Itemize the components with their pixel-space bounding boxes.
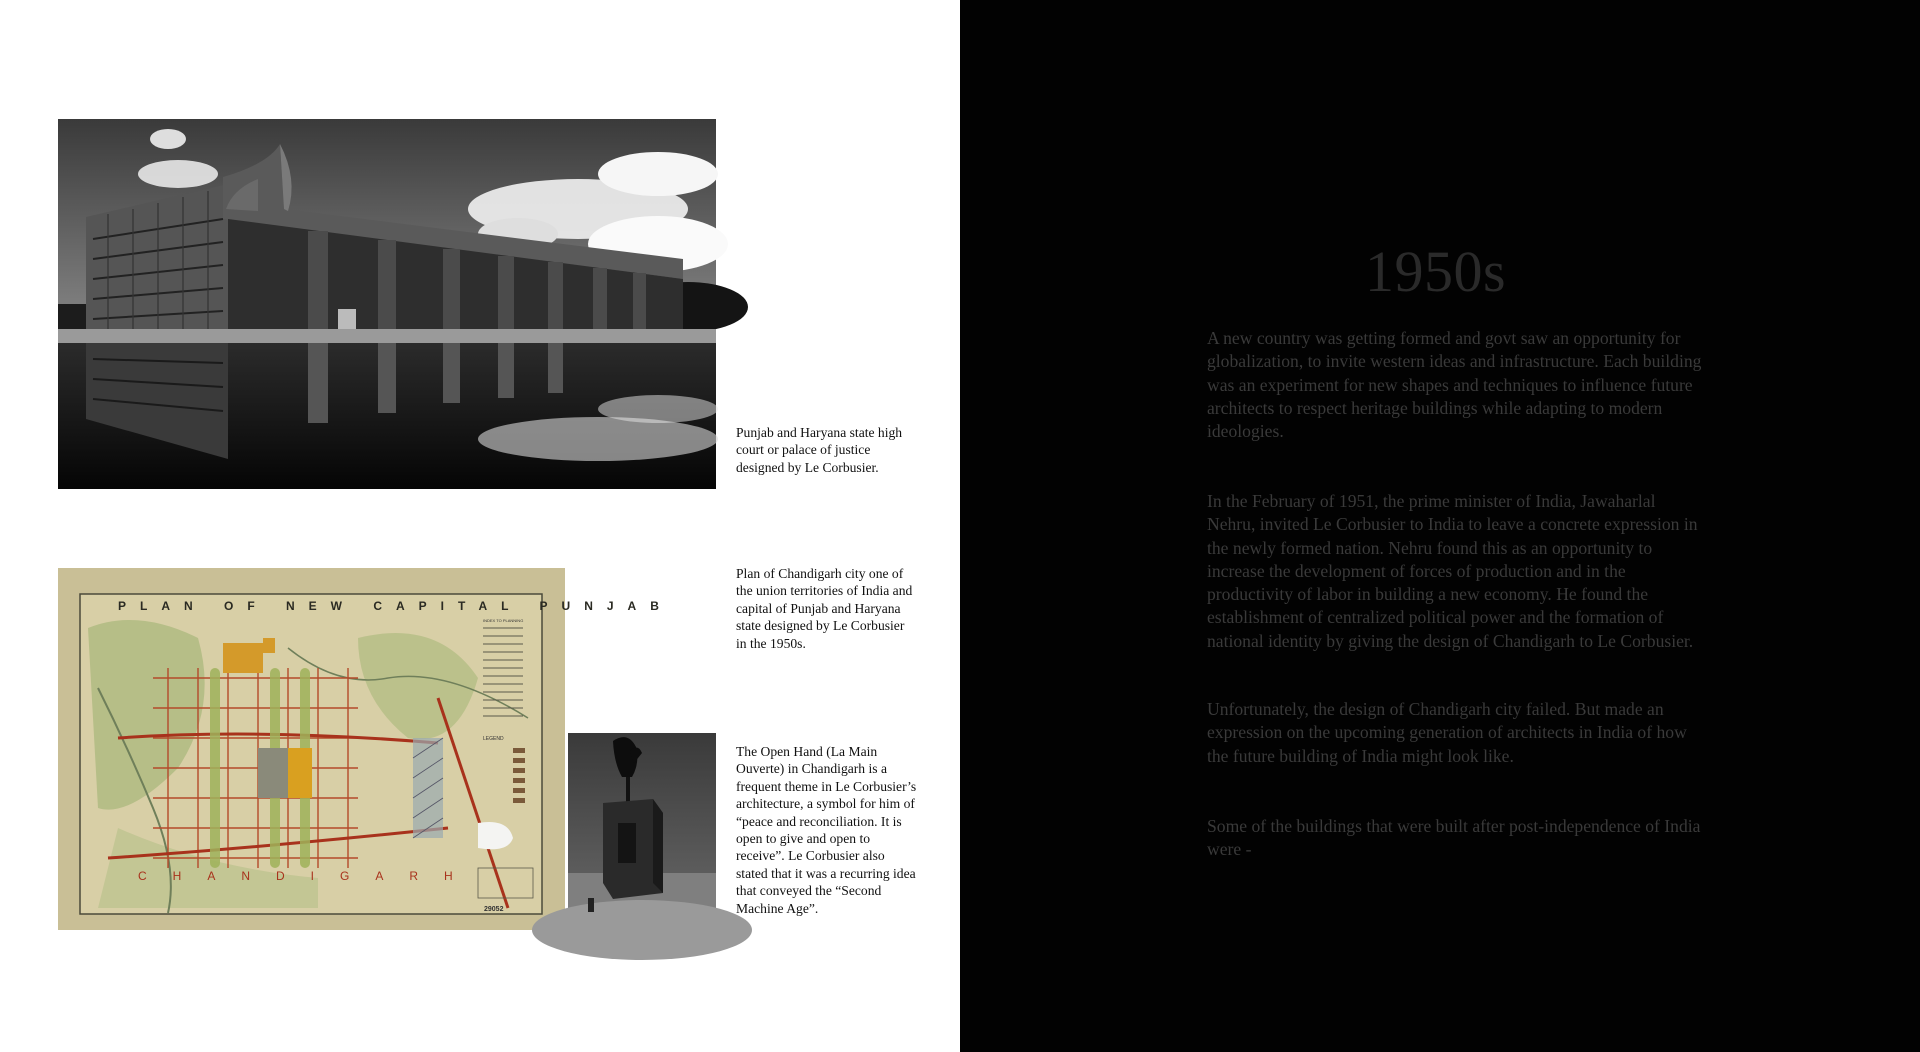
paragraph-text: In the February of 1951, the prime minister of India, Jawaharlal Nehru, invited Le Corbusier to India to leave a concrete expression in the newly formed nation. Nehru found this as an opportunity to increase the development of forces of production and in the productivity of labor in building a new economy. He found the establishment of centralized political power and the formation of national identity by giving the design of Chandigarh to Le Corbusier. xyxy=(1207,491,1698,651)
map-bottom-label: CHANDIGARH xyxy=(138,869,479,883)
paragraph-nehru xyxy=(1207,490,1707,653)
caption-open-hand: The Open Hand (La Main Ouverte) in Chandigarh is a frequent theme in Le Corbusier’s architecture, a symbol for him of “peace and reconciliation. It is open to give and open to receive”. Le Corbusier also stated that it was a recurring idea that conveyed the “Second Machine Age”. xyxy=(736,744,917,916)
caption-palace-of-justice: Punjab and Haryana state high court or palace of justice designed by Le Corbusier. xyxy=(736,425,903,475)
map-title: PLAN OF NEW CAPITAL PUNJAB xyxy=(118,599,673,613)
paragraph-text: Some of the buildings that were built after post-independence of India were - xyxy=(1207,816,1701,860)
map-number: 29052 xyxy=(484,906,504,913)
paragraph-design-failed xyxy=(1207,698,1707,768)
paragraph-text: A new country was getting formed and govt saw an opportunity for globalization, to invite western ideas and infrastructure. Each building was an experiment for new shapes and techniques to influence future architects to respect heritage buildings while adapting to modern ideologies. xyxy=(1207,328,1702,442)
paragraph-globalization xyxy=(1207,327,1707,443)
paragraph-text: Unfortunately, the design of Chandigarh city failed. But made an expression on the upcoming generation of architects in India of how the future building of India might look like. xyxy=(1207,699,1687,766)
photo-palace-of-justice xyxy=(58,119,716,489)
page-title: 1950s xyxy=(1365,239,1507,304)
photo-open-hand-monument xyxy=(568,733,716,930)
map-index-label: INDEX TO PLANNING xyxy=(483,618,524,623)
caption-chandigarh-plan: Plan of Chandigarh city one of the union territories of India and capital of Punjab and Haryana state designed by Le Corbusier in the 1950s. xyxy=(736,566,913,651)
paragraph-buildings-intro xyxy=(1207,815,1707,862)
map-legend-label: LEGEND xyxy=(483,736,504,742)
photo-chandigarh-plan-map xyxy=(58,568,673,930)
